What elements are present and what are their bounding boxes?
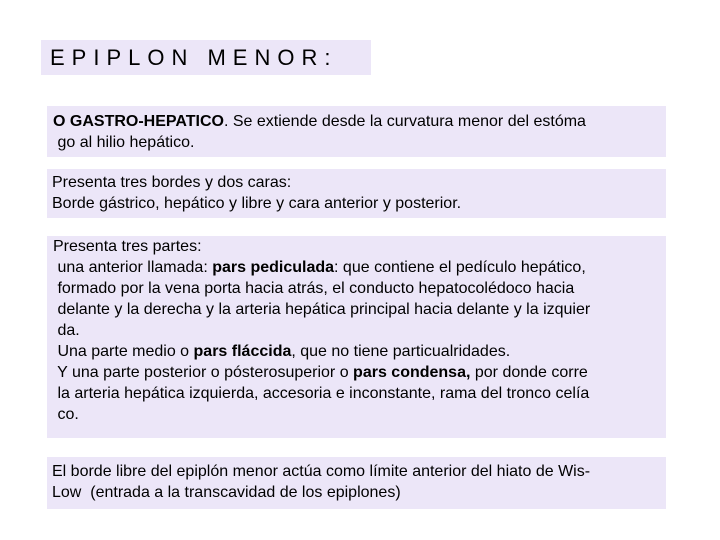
partes-text-4: por donde corre la arteria hepática izquierda, accesoria e inconstante, rama del tronco celía co. (57, 364, 590, 423)
bold-term-pars-condensa: pars condensa, (353, 364, 471, 381)
bold-term-pars-flaccida: pars fláccida (193, 343, 292, 360)
borde-libre-text: El borde libre del epiplón menor actúa como límite anterior del hiato de Wis- Low (entrada a la transcavidad de los epiplones) (52, 463, 591, 501)
text-box-partes (47, 236, 666, 438)
text-box-bordes-caras (47, 169, 666, 218)
text-box-borde-libre (47, 457, 666, 509)
bold-term-pars-pediculada: pars pediculada (212, 259, 335, 276)
bold-term-gastro-hepatico: O GASTRO-HEPATICO (53, 113, 224, 130)
bordes-caras-text: Presenta tres bordes y dos caras: Borde gástrico, hepático y libre y cara anterior y posterior. (52, 174, 462, 212)
partes-text-3: , que no tiene particualridades. Y una parte posterior o pósterosuperior o (57, 343, 511, 381)
partes-text-2: : que contiene el pedículo hepático, formado por la vena porta hacia atrás, el conducto hepatocolédoco hacia delante y la derecha y la arteria hepática principal hacia delante y la izquier da. Una parte medio o (57, 259, 591, 360)
slide-title: EPIPLON MENOR: (41, 40, 371, 75)
definition-text: . Se extiende desde la curvatura menor del estóma go al hilio hepático. (57, 113, 586, 151)
text-box-definition (47, 106, 666, 157)
partes-text-1: Presenta tres partes: una anterior llamada: (53, 238, 208, 276)
